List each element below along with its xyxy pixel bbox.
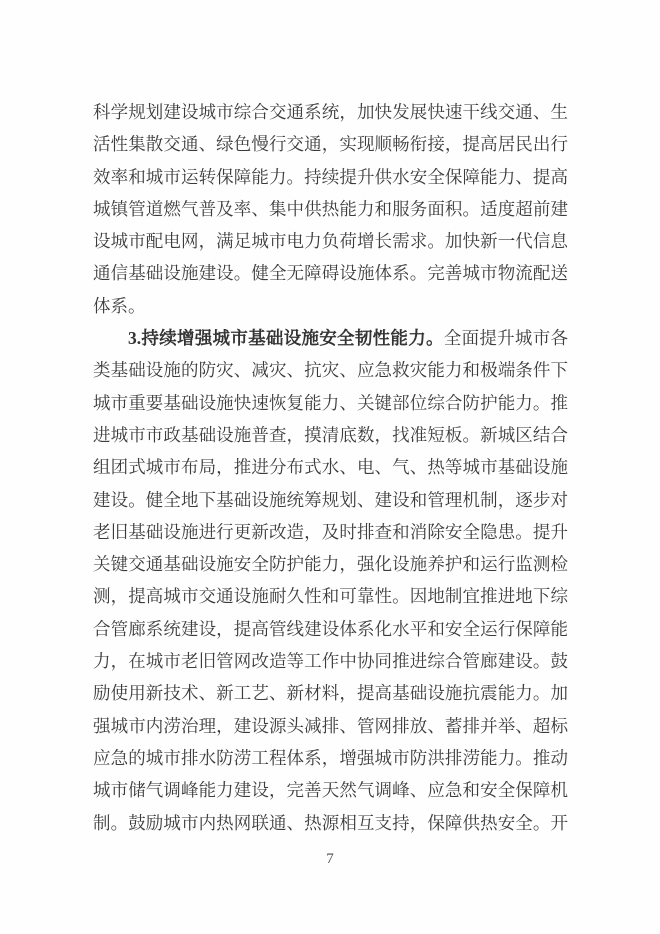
text-run: 制。鼓励城市内热网联通、热源相互支持，保障供热安全。开	[93, 812, 568, 833]
text-run: 力，在城市老旧管网改造等工作中协同推进综合管廊建设。鼓	[93, 651, 568, 672]
text-run: 合管廊系统建设，提高管线建设体系化水平和安全运行保障能	[93, 618, 568, 639]
text-run: 进城市市政基础设施普查，摸清底数，找准短板。新城区结合	[93, 424, 568, 445]
text-line	[93, 225, 568, 257]
text-line	[93, 807, 568, 839]
bold-text-run: 3.持续增强城市基础设施安全韧性能力。	[128, 328, 444, 349]
text-run: 强城市内涝治理，建设源头减排、管网排放、蓄排并举、超标	[93, 715, 568, 736]
text-line	[93, 548, 568, 580]
text-run: 体系。	[93, 295, 146, 316]
text-run: 效率和城市运转保障能力。持续提升供水安全保障能力、提高	[93, 166, 568, 187]
paragraph-continuation	[93, 96, 568, 322]
text-line	[93, 742, 568, 774]
text-run: 全面提升城市各	[443, 328, 568, 349]
paragraph-item-3	[93, 322, 568, 839]
text-line	[93, 774, 568, 806]
text-run: 老旧基础设施进行更新改造，及时排查和消除安全隐患。提升	[93, 521, 568, 542]
text-line	[93, 161, 568, 193]
text-run: 科学规划建设城市综合交通系统，加快发展快速干线交通、生	[93, 102, 568, 122]
text-run: 关键交通基础设施安全防护能力，强化设施养护和运行监测检	[93, 554, 568, 575]
text-line	[93, 451, 568, 483]
text-run: 城镇管道燃气普及率、集中供热能力和服务面积。适度超前建	[93, 198, 568, 219]
text-line	[93, 677, 568, 709]
text-run: 组团式城市布局，推进分布式水、电、气、热等城市基础设施	[93, 457, 568, 478]
text-run: 城市储气调峰能力建设，完善天然气调峰、应急和安全保障机	[93, 780, 568, 801]
text-line	[93, 484, 568, 516]
text-run: 通信基础设施建设。健全无障碍设施体系。完善城市物流配送	[93, 263, 568, 284]
text-run: 类基础设施的防灾、减灾、抗灾、应急救灾能力和极端条件下	[93, 360, 568, 381]
text-line	[93, 419, 568, 451]
text-line	[93, 322, 568, 354]
text-line	[93, 290, 568, 322]
text-line	[93, 96, 568, 128]
text-run: 应急的城市排水防涝工程体系，增强城市防洪排涝能力。推动	[93, 747, 568, 768]
text-run: 活性集散交通、绿色慢行交通，实现顺畅衔接，提高居民出行	[93, 134, 568, 155]
text-line	[93, 257, 568, 289]
text-line	[93, 193, 568, 225]
text-line	[93, 710, 568, 742]
text-run: 建设。健全地下基础设施统筹规划、建设和管理机制，逐步对	[93, 489, 568, 510]
text-line	[93, 354, 568, 386]
text-line	[93, 613, 568, 645]
text-run: 设城市配电网，满足城市电力负荷增长需求。加快新一代信息	[93, 231, 568, 252]
text-line	[93, 516, 568, 548]
text-line	[93, 387, 568, 419]
text-run: 城市重要基础设施快速恢复能力、关键部位综合防护能力。推	[93, 392, 568, 413]
text-line	[93, 128, 568, 160]
page-number: 7	[326, 851, 334, 867]
page-content	[93, 96, 568, 839]
text-run: 测，提高城市交通设施耐久性和可靠性。因地制宜推进地下综	[93, 586, 568, 607]
text-line	[93, 580, 568, 612]
text-run: 励使用新技术、新工艺、新材料，提高基础设施抗震能力。加	[93, 683, 568, 704]
text-line	[93, 645, 568, 677]
